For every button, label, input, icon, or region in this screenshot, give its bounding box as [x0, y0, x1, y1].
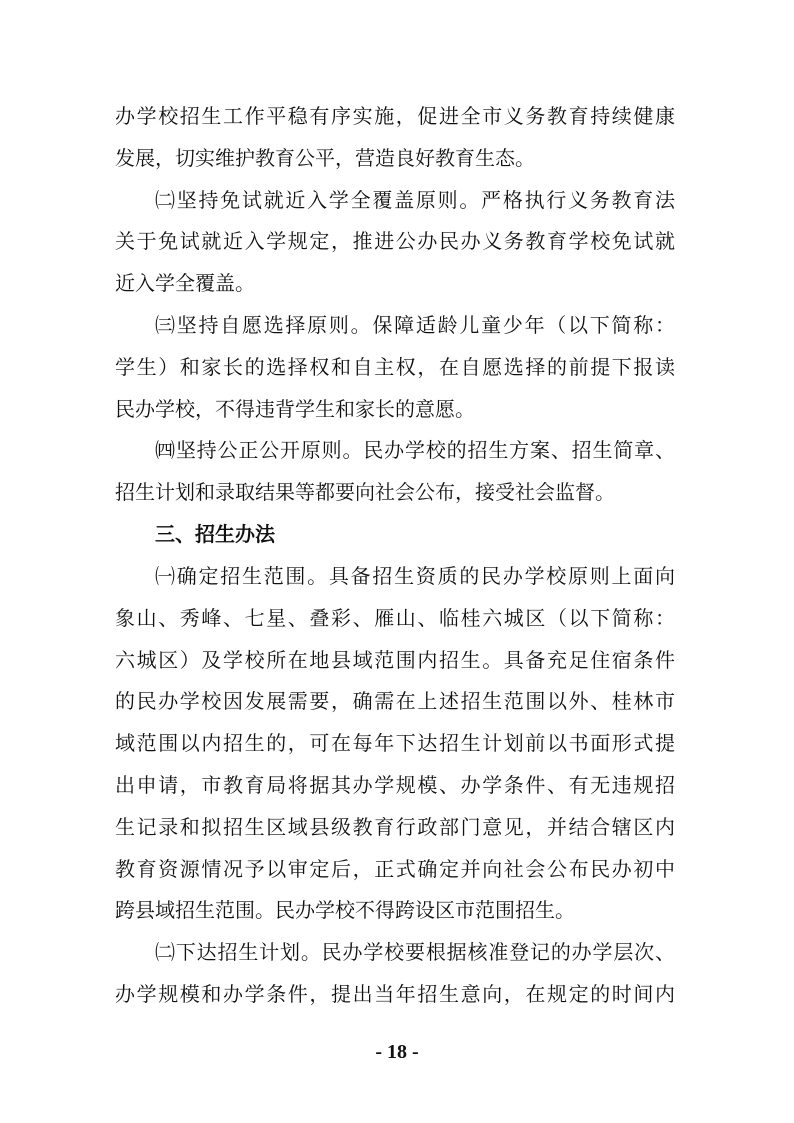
paragraph-line: 域范围以内招生的，可在每年下达招生计划前以书面形式提 — [115, 731, 675, 755]
paragraph-line: 民办学校，不得违背学生和家长的意愿。 — [115, 397, 475, 421]
paragraph-line: ㈡坚持免试就近入学全覆盖原则。严格执行义务教育法 — [155, 188, 675, 212]
paragraph-line: ㈡下达招生计划。民办学校要根据核准登记的办学层次、 — [155, 940, 675, 964]
paragraph-line: 象山、秀峰、七星、叠彩、雁山、临桂六城区（以下简称： — [115, 606, 675, 630]
paragraph-line: 办学校招生工作平稳有序实施，促进全市义务教育持续健康 — [115, 104, 675, 128]
section-heading: 三、招生办法 — [155, 522, 275, 546]
paragraph-line: ㈣坚持公正公开原则。民办学校的招生方案、招生简章、 — [155, 438, 675, 462]
paragraph-line: ㈠确定招生范围。具备招生资质的民办学校原则上面向 — [155, 564, 675, 588]
page-number: - 18 - — [375, 1041, 419, 1063]
paragraph-line: 跨县域招生范围。民办学校不得跨设区市范围招生。 — [115, 898, 575, 922]
paragraph-line: 学生）和家长的选择权和自主权，在自愿选择的前提下报读 — [115, 355, 675, 379]
paragraph-line: 教育资源情况予以审定后，正式确定并向社会公布民办初中 — [115, 857, 675, 881]
paragraph-line: 生记录和拟招生区域县级教育行政部门意见，并结合辖区内 — [115, 815, 675, 839]
paragraph-line: 办学规模和办学条件，提出当年招生意向，在规定的时间内 — [115, 982, 675, 1006]
paragraph-line: 招生计划和录取结果等都要向社会公布，接受社会监督。 — [115, 480, 615, 504]
paragraph-line: 的民办学校因发展需要，确需在上述招生范围以外、桂林市 — [115, 689, 675, 713]
paragraph-line: 近入学全覆盖。 — [115, 271, 255, 295]
paragraph-line: 发展，切实维护教育公平，营造良好教育生态。 — [115, 146, 535, 170]
paragraph-line: ㈢坚持自愿选择原则。保障适龄儿童少年（以下简称： — [155, 313, 675, 337]
paragraph-line: 六城区）及学校所在地县域范围内招生。具备充足住宿条件 — [115, 648, 675, 672]
paragraph-line: 关于免试就近入学规定，推进公办民办义务教育学校免试就 — [115, 229, 675, 253]
paragraph-line: 出申请，市教育局将据其办学规模、办学条件、有无违规招 — [115, 773, 675, 797]
